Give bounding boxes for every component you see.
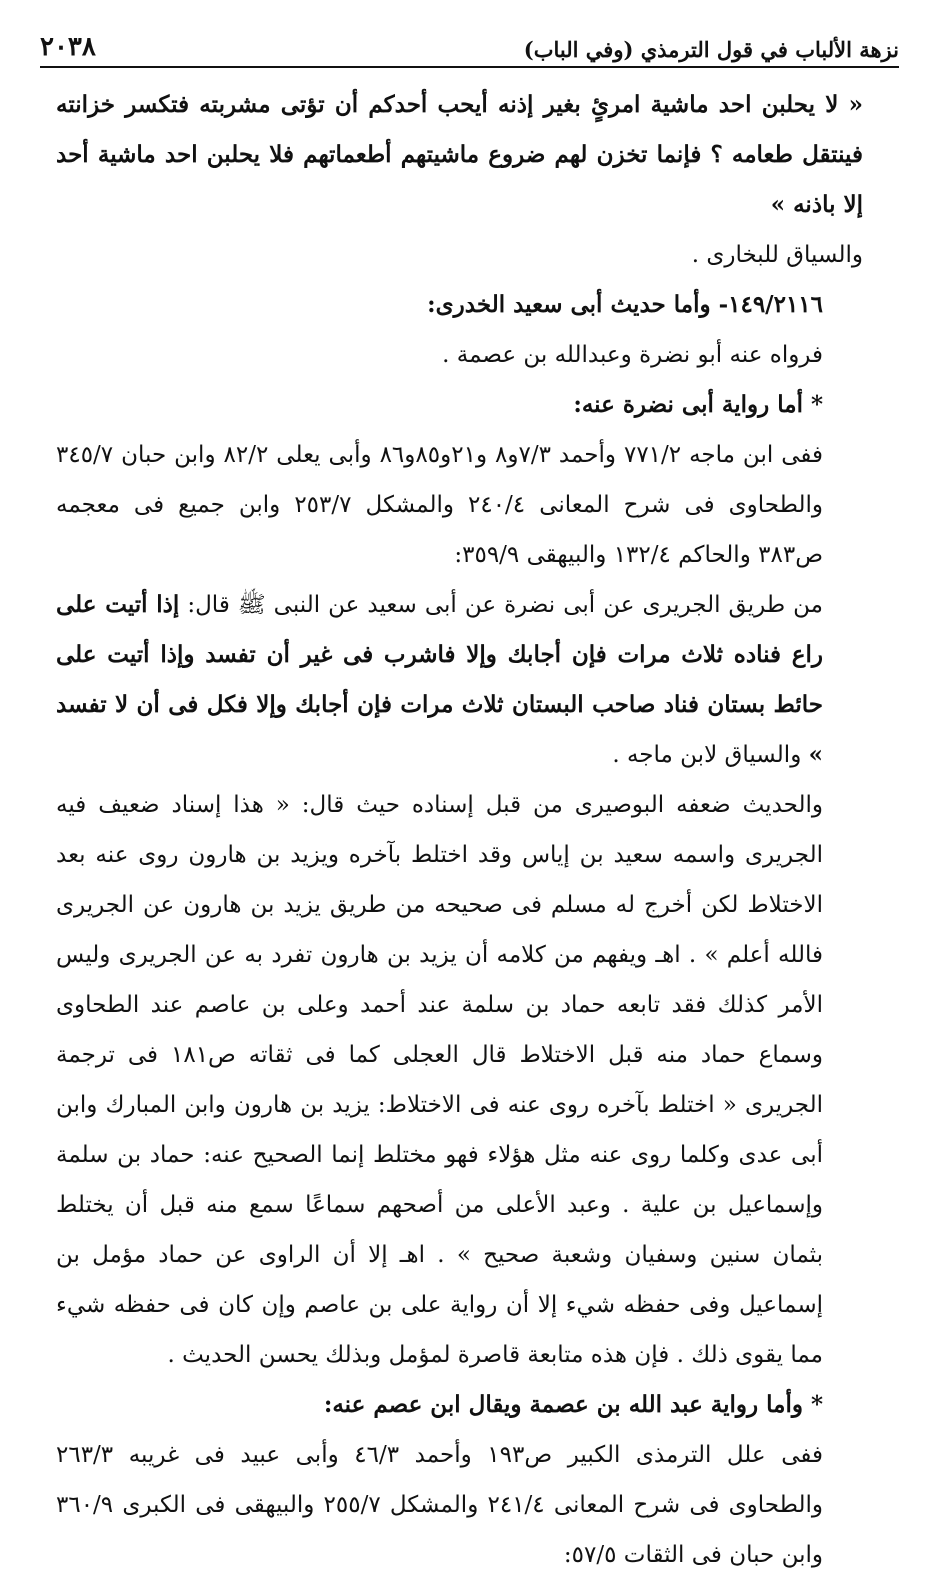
hadith-text: إذا أتيت على راع فناده ثلاث مرات فإن أجابك وإلا فاشرب فى غير أن تفسد وإذا أتيت على حائط بستان فناد صاحب البستان ثلاث مرات فإن أجابك وإلا فكل فى أن لا تفسد » (56, 591, 823, 768)
source-note: والسياق للبخارى . (691, 242, 863, 268)
narrators-paragraph: فرواه عنه أبو نضرة وعبدالله بن عصمة . (442, 342, 823, 368)
chain-text: من طريق الجريرى عن أبى نضرة عن أبى سعيد عن النبى ﷺ قال: (179, 592, 823, 618)
section-heading-abu-said: ١٤٩/٢١١٦- وأما حديث أبى سعيد الخدرى: (427, 291, 823, 318)
running-title: نزهة الألباب في قول الترمذي (وفي الباب) (523, 37, 899, 62)
subheading-abdullah-bin-isma: * وأما رواية عبد الله بن عصمة ويقال ابن عصم عنه: (323, 1391, 823, 1418)
subheading-abu-nadra: * أما رواية أبى نضرة عنه: (573, 391, 823, 418)
page-number: ٢٠٣٨ (40, 32, 96, 62)
hadith-quote: « لا يحلبن احد ماشية امرئٍ بغير إذنه أيحب أحدكم أن تؤتى مشربته فتكسر خزانته فينتقل طعامه ؟ فإنما تخزن لهم ضروع ماشيتهم أطعماتهم فلا يحلبن احد ماشية أحد إلا باذنه » (56, 91, 863, 218)
commentary-paragraph: والحديث ضعفه البوصيرى من قبل إسناده حيث قال: « هذا إسناد ضعيف فيه الجريرى واسمه سعيد بن إياس وقد اختلط بآخره ويزيد بن هارون روى عنه بعد الاختلاط لكن أخرج له مسلم فى صحيحه من طريق يزيد بن هارون عن الجريرى فالله أعلم » . اهـ ويفهم من كلامه أن يزيد بن هارون تفرد به عن الجريرى وليس الأمر كذلك فقد تابعه حماد بن سلمة عند أحمد وعلى بن عاصم عند الطحاوى وسماع حماد منه قبل الاختلاط قال العجلى كما فى ثقاته ص١٨١ فى ترجمة الجريرى « اختلط بآخره روى عنه فى الاختلاط: يزيد بن هارون وابن المبارك وابن أبى عدى وكلما روى عنه مثل هؤلاء فهو مختلط إنما الصحيح عنه: حماد بن سلمة وإسماعيل بن علية . وعبد الأعلى من أصحهم سماعًا سمع منه قبل أن يختلط بثمان سنين وسفيان وشعبة صحيح » . اهـ إلا أن الراوى عن حماد مؤمل بن إسماعيل وفى حفظه شيء إلا أن رواية على بن عاصم وإن كان فى حفظه شيء مما يقوى ذلك . فإن هذه متابعة قاصرة لمؤمل وبذلك يحسن الحديث . (56, 792, 823, 1368)
hadith-chain-paragraph (56, 580, 863, 780)
page-body (56, 80, 863, 1580)
chain-source-note: والسياق لابن ماجه . (612, 742, 809, 768)
references-paragraph-2: ففى علل الترمذى الكبير ص١٩٣ وأحمد ٤٦/٣ وأبى عبيد فى غريبه ٢٦٣/٣ والطحاوى فى شرح المعانى ٢٤١/٤ والمشكل ٢٥٥/٧ والبيهقى فى الكبرى ٣٦٠/٩ وابن حبان فى الثقات ٥٧/٥: (56, 1442, 824, 1568)
references-paragraph-1: ففى ابن ماجه ٧٧١/٢ وأحمد ٧/٣و٨ و٢١و٨٥و٨٦ وأبى يعلى ٨٢/٢ وابن حبان ٣٤٥/٧ والطحاوى فى شرح المعانى ٢٤٠/٤ والمشكل ٢٥٣/٧ وابن جميع فى معجمه ص٣٨٣ والحاكم ١٣٢/٤ والبيهقى ٣٥٩/٩: (56, 442, 823, 568)
page-header (40, 28, 899, 68)
